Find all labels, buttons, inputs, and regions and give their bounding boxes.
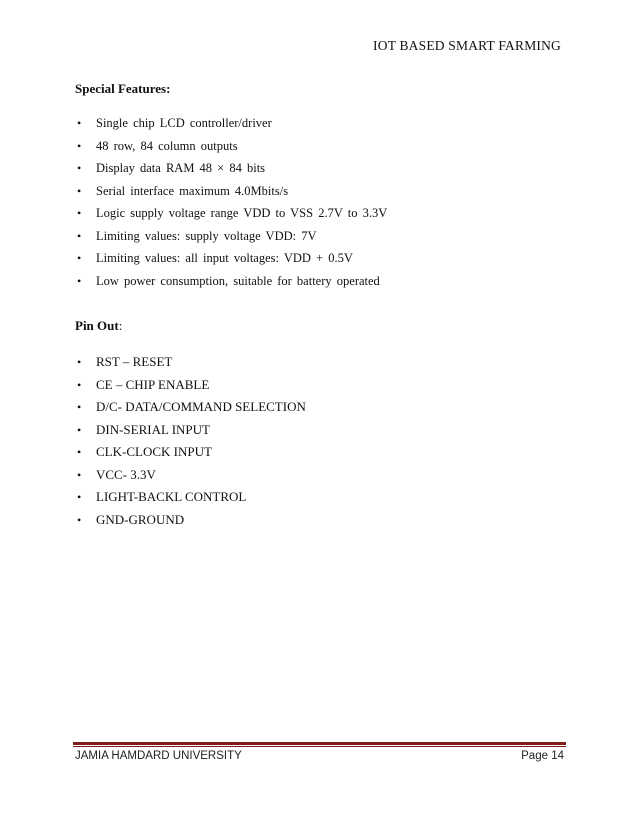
list-item-text: GND-GROUND — [96, 511, 185, 527]
pin-out-heading-text: Pin Out — [75, 318, 119, 333]
list-item — [75, 157, 387, 180]
list-item — [75, 374, 306, 397]
bullet-icon: • — [77, 251, 82, 265]
list-item — [75, 464, 306, 487]
list-item-text: 48 row, 84 column outputs — [96, 138, 238, 153]
bullet-icon: • — [77, 228, 82, 243]
bullet-icon: • — [77, 490, 82, 504]
bullet-icon: • — [77, 445, 82, 459]
list-item — [75, 509, 306, 532]
bullet-icon: • — [77, 183, 82, 198]
special-features-heading: Special Features: — [75, 81, 171, 96]
list-item — [75, 486, 306, 509]
list-item-text: D/C- DATA/COMMAND SELECTION — [96, 399, 306, 414]
bullet-icon: • — [77, 206, 82, 220]
running-header-title: IOT BASED SMART FARMING — [373, 38, 561, 53]
list-item-text: Low power consumption, suitable for battery operated — [96, 273, 380, 288]
bullet-icon: • — [77, 355, 82, 369]
list-item-text: Display data RAM 48 × 84 bits — [96, 161, 266, 175]
bullet-icon: • — [77, 377, 82, 392]
bullet-icon: • — [77, 512, 82, 527]
bullet-icon: • — [77, 422, 82, 437]
bullet-icon: • — [77, 400, 82, 414]
list-item — [75, 202, 387, 225]
list-item — [75, 247, 387, 270]
footer-page-number: Page 14 — [521, 750, 564, 762]
list-item-text: RST – RESET — [96, 354, 173, 369]
list-item-text: DIN-SERIAL INPUT — [96, 421, 210, 437]
list-item-text: CLK-CLOCK INPUT — [96, 444, 212, 459]
list-item-text: Limiting values: all input voltages: VDD + 0.5V — [96, 251, 353, 265]
list-item — [75, 351, 306, 374]
list-item — [75, 270, 387, 293]
bullet-icon: • — [77, 467, 82, 482]
list-item — [75, 441, 306, 464]
bullet-icon: • — [77, 138, 82, 153]
list-item-text: LIGHT-BACKL CONTROL — [96, 489, 247, 504]
list-item-text: CE – CHIP ENABLE — [96, 376, 210, 392]
list-item — [75, 135, 387, 158]
list-item-text: Limiting values: supply voltage VDD: 7V — [96, 228, 317, 243]
bullet-icon: • — [77, 116, 82, 130]
list-item — [75, 180, 387, 203]
list-item-text: Logic supply voltage range VDD to VSS 2.7V to 3.3V — [96, 206, 388, 220]
list-item — [75, 396, 306, 419]
special-features-list — [75, 112, 387, 292]
list-item — [75, 225, 387, 248]
bullet-icon: • — [77, 273, 82, 288]
bullet-icon: • — [77, 161, 82, 175]
pin-out-heading-colon: : — [118, 318, 123, 333]
footer-university-name: JAMIA HAMDARD UNIVERSITY — [75, 750, 242, 762]
pin-out-heading — [75, 318, 122, 334]
list-item-text: Serial interface maximum 4.0Mbits/s — [96, 183, 289, 198]
list-item — [75, 419, 306, 442]
list-item-text: VCC- 3.3V — [96, 466, 156, 482]
list-item — [75, 112, 387, 135]
footer-divider-thick — [73, 742, 566, 745]
pin-out-list — [75, 351, 306, 531]
list-item-text: Single chip LCD controller/driver — [96, 116, 272, 130]
footer-divider-thin — [73, 746, 566, 747]
